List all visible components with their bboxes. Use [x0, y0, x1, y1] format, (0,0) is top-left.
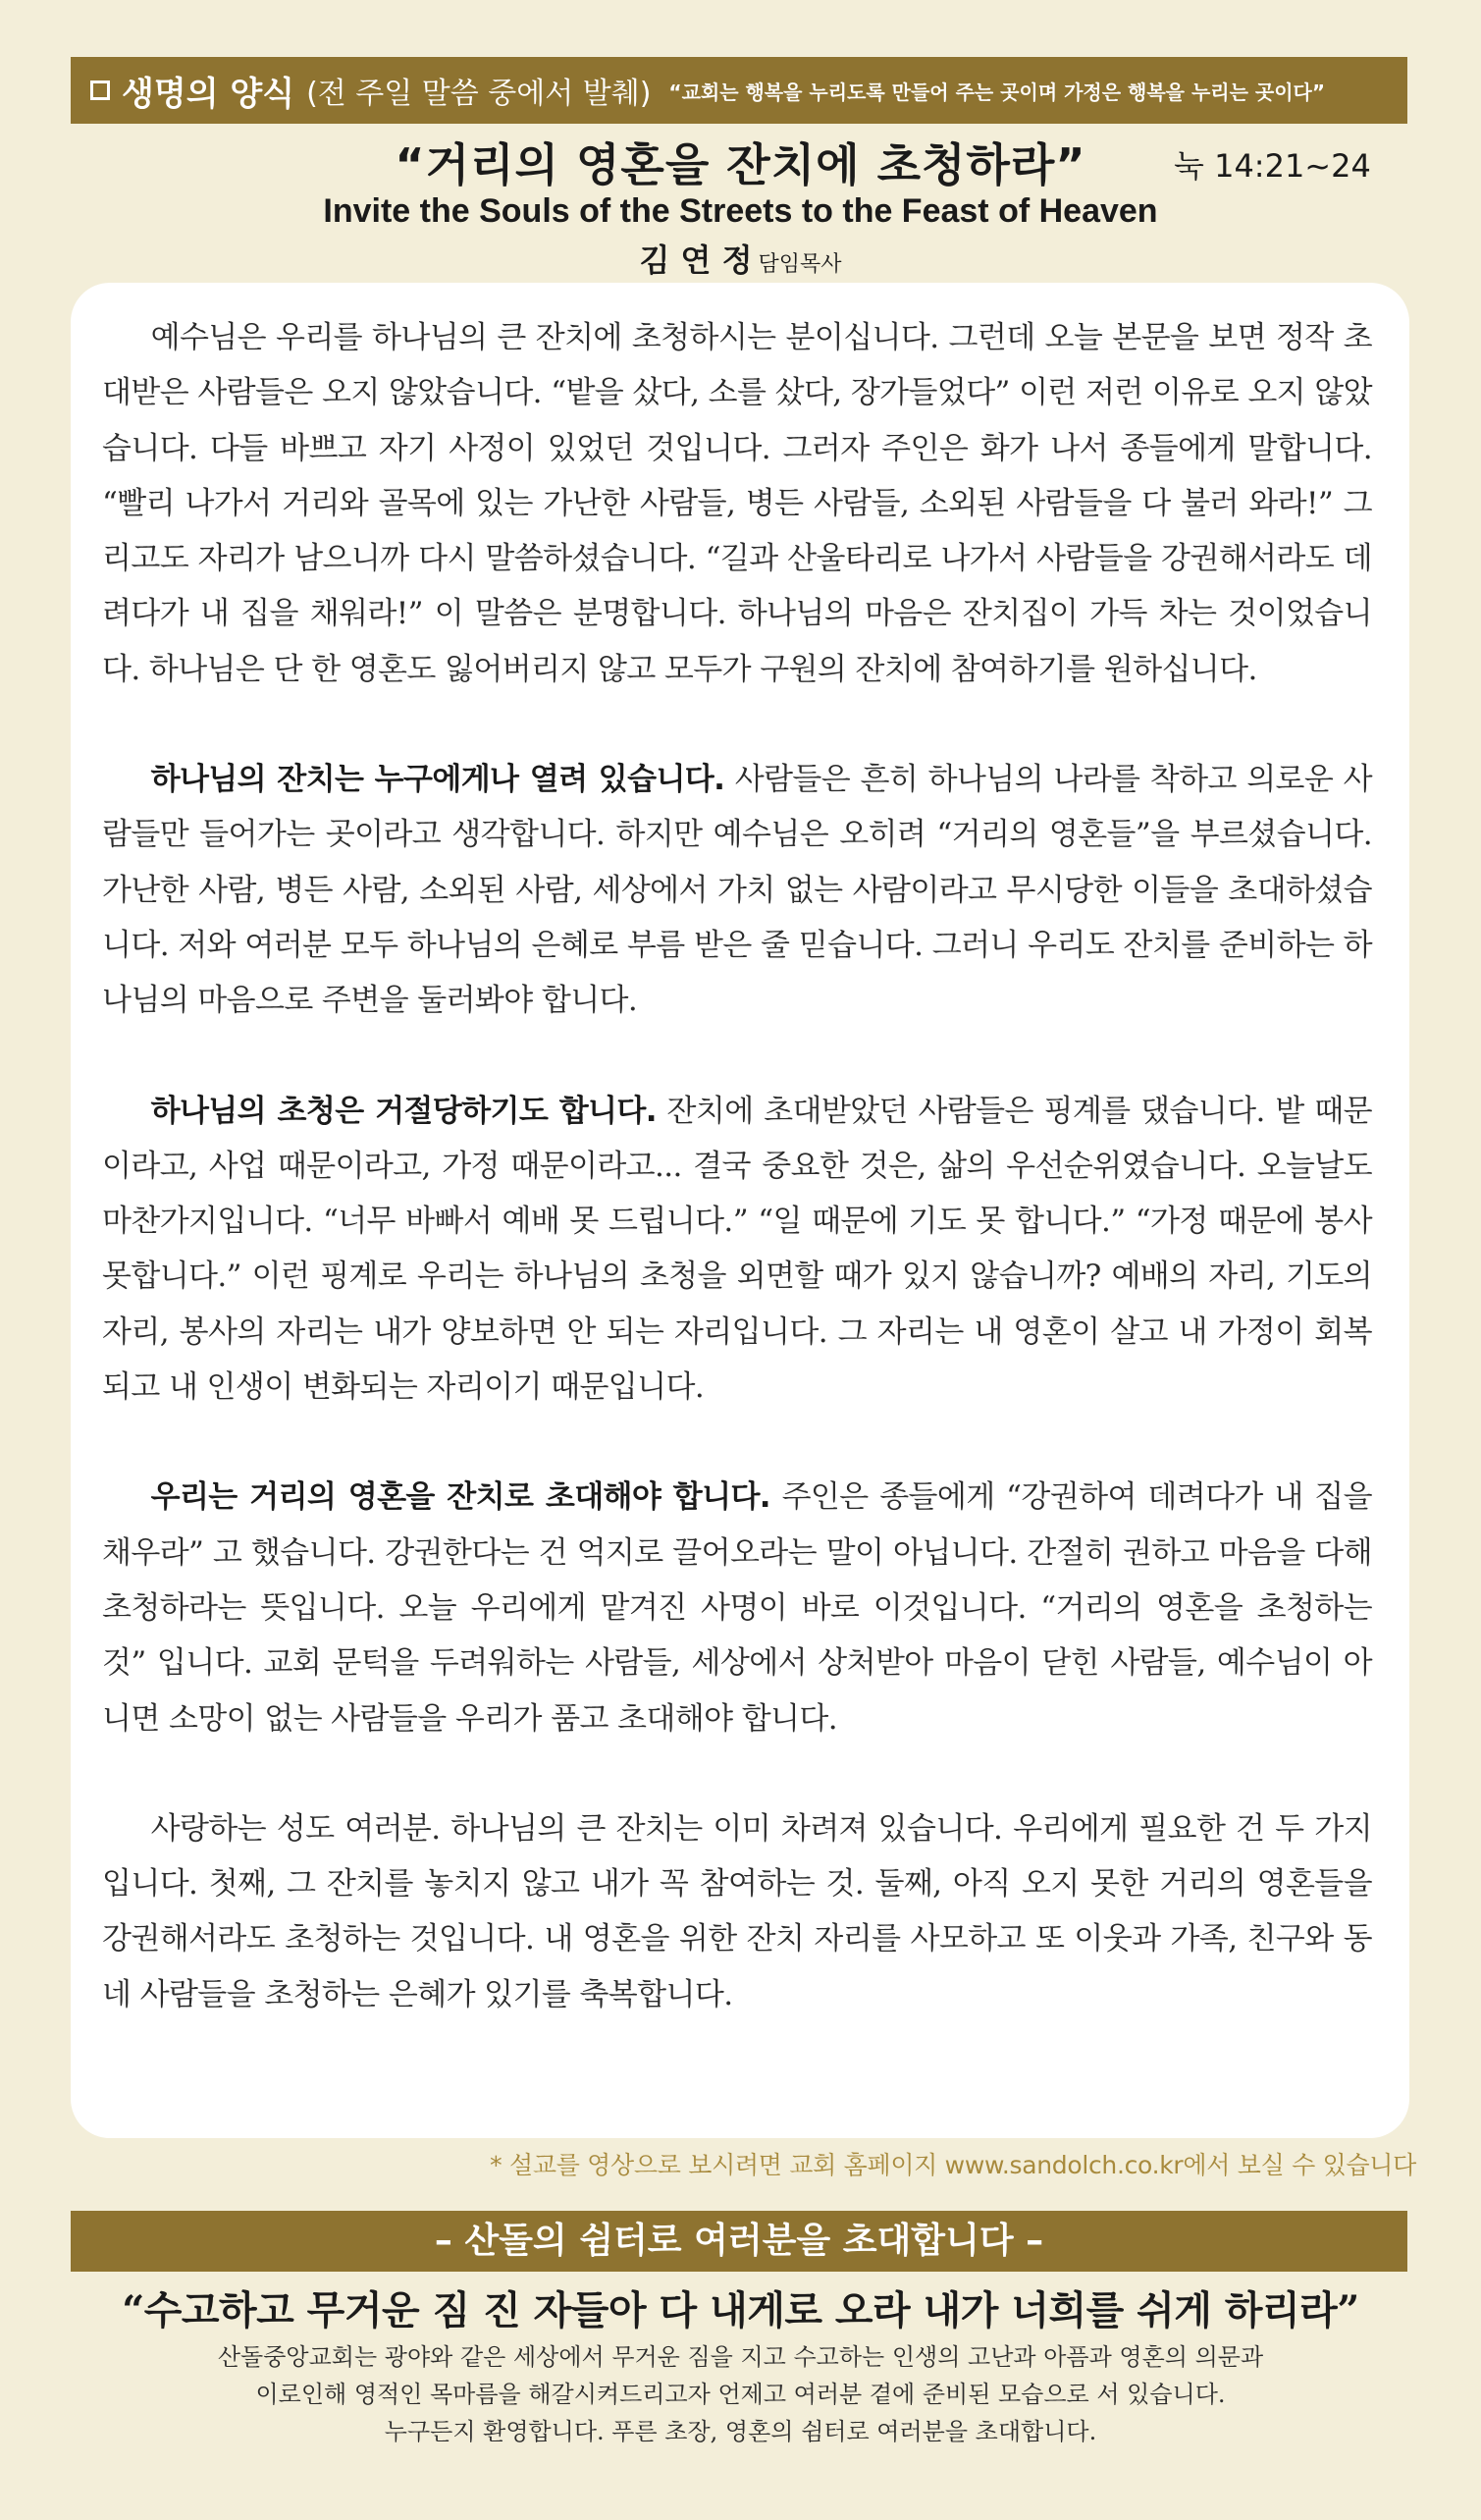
sermon-author [0, 236, 1481, 281]
paragraph-lead: 우리는 거리의 영혼을 잔치로 초대해야 합니다. [150, 1479, 770, 1516]
paragraph-text: 잔치에 초대받았던 사람들은 핑계를 댔습니다. 밭 때문이라고, 사업 때문이라고, 가정 때문이라고... 결국 중요한 것은, 삶의 우선순위였습니다. 오늘날도 마찬가지입니다. “너무 바빠서 예배 못 드립니다.” “일 때문에 기도 못 합니다.” “가정 때문에 봉사 못합니다.” 이런 핑계로 우리는 하나님의 초청을 외면할 때가 있지 않습니까? 예배의 자리, 기도의 자리, 봉사의 자리는 내가 양보하면 안 되는 자리입니다. 그 자리는 내 영혼이 살고 내 가정이 회복되고 내 인생이 변화되는 자리이기 때문입니다. [102, 1093, 1372, 1406]
invite-line: 산돌중앙교회는 광야와 같은 세상에서 무거운 짐을 지고 수고하는 인생의 고난과 아픔과 영혼의 의문과 [217, 2343, 1264, 2371]
author-name: 김 연 정 [639, 241, 753, 279]
invite-description [0, 2338, 1481, 2450]
scripture-reference: 눅 14:21~24 [1174, 147, 1371, 185]
sermon-paragraph-5 [102, 1801, 1372, 2022]
invite-verse: “수고하고 무거운 짐 진 자들아 다 내게로 오라 내가 너희를 쉬게 하리라” [122, 2287, 1359, 2333]
paragraph-lead: 하나님의 잔치는 누구에게나 열려 있습니다. [150, 762, 725, 798]
sermon-body-card [71, 283, 1409, 2138]
paragraph-text: 사람들은 흔히 하나님의 나라를 착하고 의로운 사람들만 들어가는 곳이라고 생각합니다. 하지만 예수님은 오히려 “거리의 영혼들”을 부르셨습니다. 가난한 사람, 병든 사람, 소외된 사람, 세상에서 가치 없는 사람이라고 무시당한 이들을 초대하셨습니다. 저와 여러분 모두 하나님의 은혜로 부름 받은 줄 믿습니다. 그러니 우리도 잔치를 준비하는 하나님의 마음으로 주변을 둘러봐야 합니다. [102, 762, 1372, 1019]
invite-band: – 산돌의 쉼터로 여러분을 초대합니다 – [71, 2211, 1407, 2272]
invite-line: 이로인해 영적인 목마름을 해갈시켜드리고자 언제고 여러분 곁에 준비된 모습으로 서 있습니다. [255, 2381, 1226, 2408]
sermon-paragraph-3 [102, 1084, 1372, 1416]
header-band [71, 57, 1407, 124]
author-role: 담임목사 [758, 252, 842, 277]
video-note: * 설교를 영상으로 보시려면 교회 홈페이지 www.sandolch.co.kr에서 보실 수 있습니다 [490, 2151, 1416, 2179]
sermon-title: “거리의 영혼을 잔치에 초청하라” [395, 138, 1086, 191]
sermon-paragraph-1 [102, 310, 1372, 697]
sermon-english-title: Invite the Souls of the Streets to the Feast of Heaven [323, 192, 1158, 230]
sermon-paragraph-4 [102, 1470, 1372, 1745]
section-subtitle: (전 주일 말씀 중에서 발췌) [306, 77, 652, 111]
paragraph-text: 주인은 종들에게 “강권하여 데려다가 내 집을 채우라” 고 했습니다. 강권한다는 건 억지로 끌어오라는 말이 아닙니다. 간절히 권하고 마음을 다해 초청하라는 뜻입니다. 오늘 우리에게 맡겨진 사명이 바로 이것입니다. “거리의 영혼을 초청하는 것” 입니다. 교회 문턱을 두려워하는 사람들, 세상에서 상처받아 마음이 닫힌 사람들, 예수님이 아니면 소망이 없는 사람들을 우리가 품고 초대해야 합니다. [102, 1479, 1372, 1737]
paragraph-text: 예수님은 우리를 하나님의 큰 잔치에 초청하시는 분이십니다. 그런데 오늘 본문을 보면 정작 초대받은 사람들은 오지 않았습니다. “밭을 샀다, 소를 샀다, 장가들었다” 이런 저런 이유로 오지 않았습니다. 다들 바쁘고 자기 사정이 있었던 것입니다. 그러자 주인은 화가 나서 종들에게 말합니다. “빨리 나가서 거리와 골목에 있는 가난한 사람들, 병든 사람들, 소외된 사람들을 다 불러 와라!” 그리고도 자리가 남으니까 다시 말씀하셨습니다. “길과 산울타리로 나가서 사람들을 강권해서라도 데려다가 내 집을 채워라!” 이 말씀은 분명합니다. 하나님의 마음은 잔치집이 가득 차는 것이었습니다. 하나님은 단 한 영혼도 잃어버리지 않고 모두가 구원의 잔치에 참여하기를 원하십니다. [102, 320, 1372, 687]
section-title: 생명의 양식 [122, 74, 295, 114]
sermon-paragraph-2 [102, 752, 1372, 1028]
paragraph-text: 사랑하는 성도 여러분. 하나님의 큰 잔치는 이미 차려져 있습니다. 우리에게 필요한 건 두 가지입니다. 첫째, 그 잔치를 놓치지 않고 내가 꼭 참여하는 것. 둘째, 아직 오지 못한 거리의 영혼들을 강권해서라도 초청하는 것입니다. 내 영혼을 위한 잔치 자리를 사모하고 또 이웃과 가족, 친구와 동네 사람들을 초청하는 은혜가 있기를 축복합니다. [102, 1810, 1372, 2012]
invite-line: 누구든지 환영합니다. 푸른 초장, 영혼의 쉼터로 여러분을 초대합니다. [384, 2418, 1097, 2445]
checkbox-square-icon [90, 80, 110, 100]
church-motto: “교회는 행복을 누리도록 만들어 주는 곳이며 가정은 행복을 누리는 곳이다” [668, 80, 1325, 104]
paragraph-lead: 하나님의 초청은 거절당하기도 합니다. [150, 1093, 657, 1129]
